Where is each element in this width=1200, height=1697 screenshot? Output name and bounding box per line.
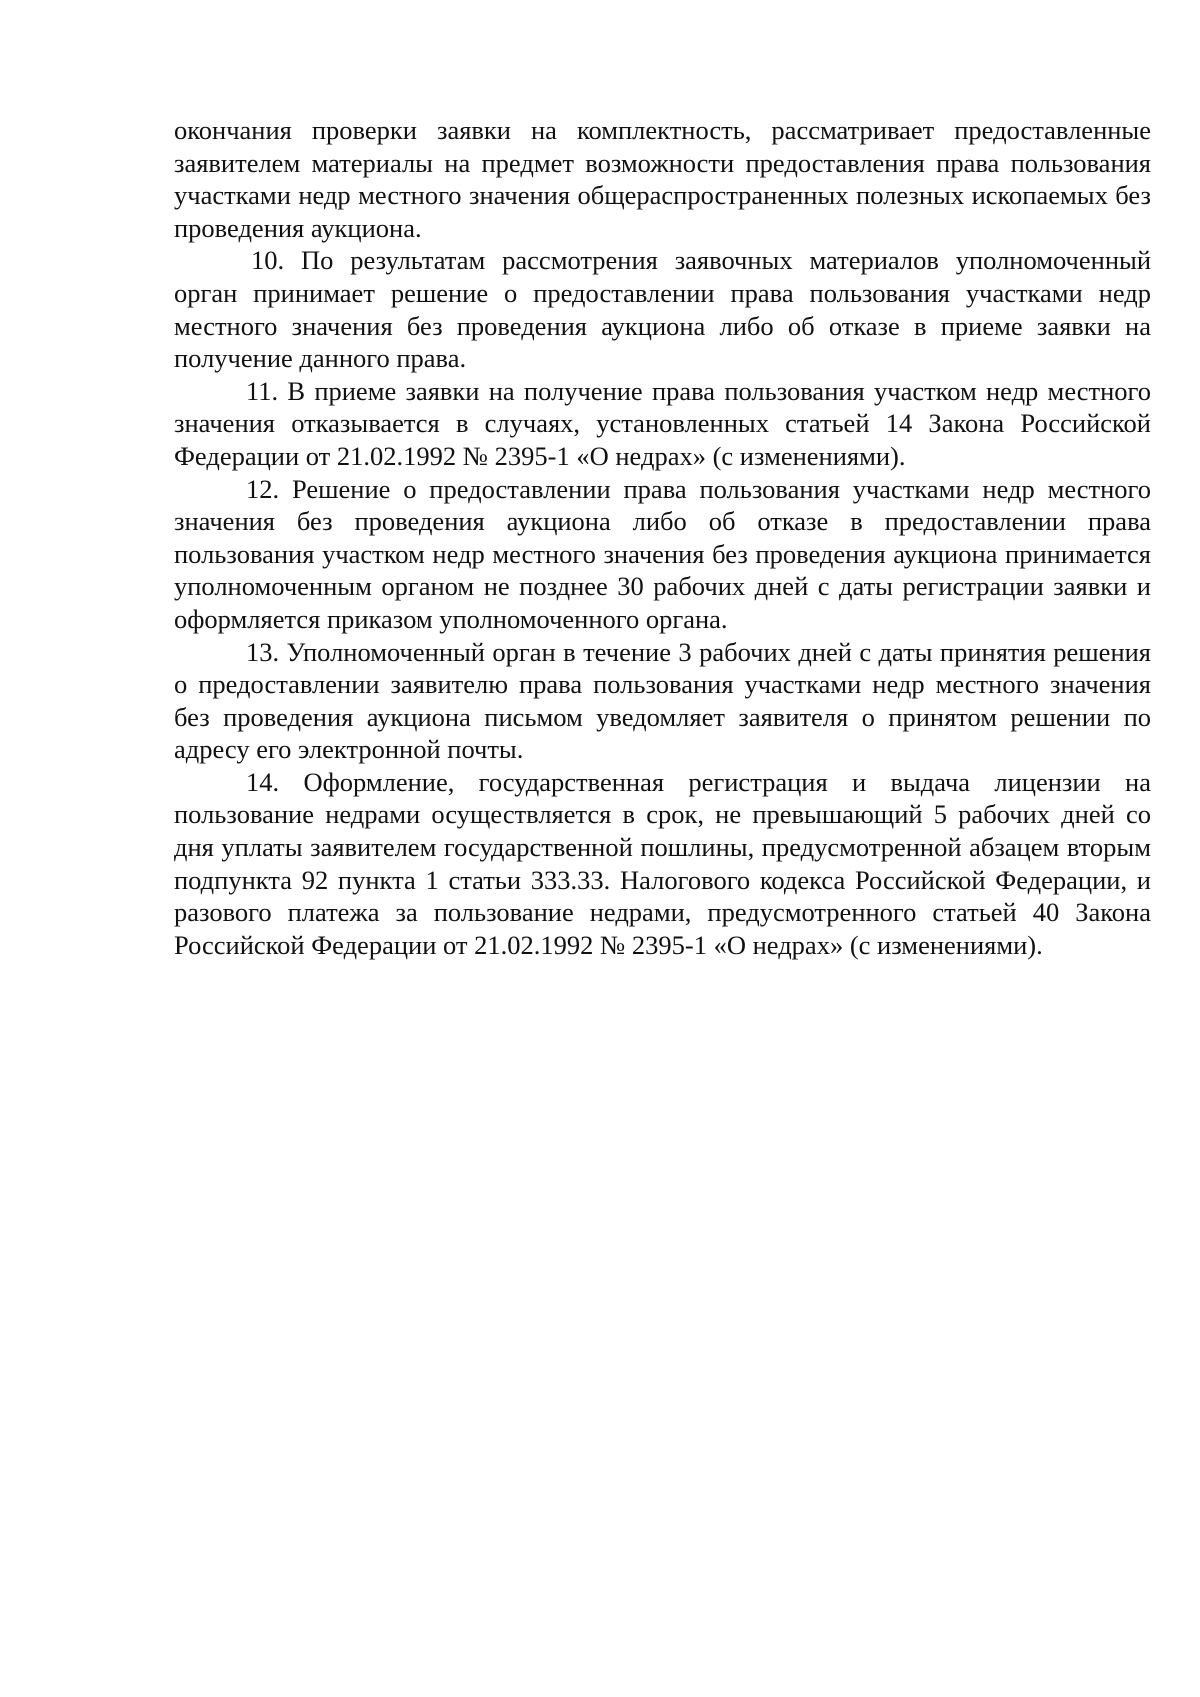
paragraph-11: 11. В приеме заявки на получение права пользования участком недр местного значения отказывается в случаях, установленных статьей 14 Закона Российской Федерации от 21.02.1992 № 2395-1 «О недрах» (с изменениями). [174, 375, 1151, 471]
paragraph-12: 12. Решение о предоставлении права пользования участками недр местного значения без проведения аукциона либо об отказе в предоставлении права пользования участком недр местного значения без проведения аукциона принимается уполномоченным органом не позднее 30 рабочих дней с даты регистрации заявки и оформляется приказом уполномоченного органа. [174, 473, 1151, 634]
paragraph-9-continuation: окончания проверки заявки на комплектность, рассматривает предоставленные заявителем материалы на предмет возможности предоставления права пользования участками недр местного значения общераспространенных полезных ископаемых без проведения аукциона. [174, 115, 1151, 243]
paragraph-14: 14. Оформление, государственная регистрация и выдача лицензии на пользование недрами осуществляется в срок, не превышающий 5 рабочих дней со дня уплаты заявителем государственной пошлины, предусмотренной абзацем вторым подпункта 92 пункта 1 статьи 333.33. Налогового кодекса Российской Федерации, и разового платежа за пользование недрами, предусмотренного статьей 40 Закона Российской Федерации от 21.02.1992 № 2395-1 «О недрах» (с изменениями). [174, 766, 1151, 960]
document-body [174, 114, 1151, 961]
paragraph-10: 10. По результатам рассмотрения заявочных материалов уполномоченный орган принимает решение о предоставлении права пользования участками недр местного значения без проведения аукциона либо об отказе в приеме заявки на получение данного права. [174, 245, 1151, 374]
paragraph-13: 13. Уполномоченный орган в течение 3 рабочих дней с даты принятия решения о предоставлении заявителю права пользования участками недр местного значения без проведения аукциона письмом уведомляет заявителя о принятом решении по адресу его электронной почты. [174, 636, 1151, 765]
